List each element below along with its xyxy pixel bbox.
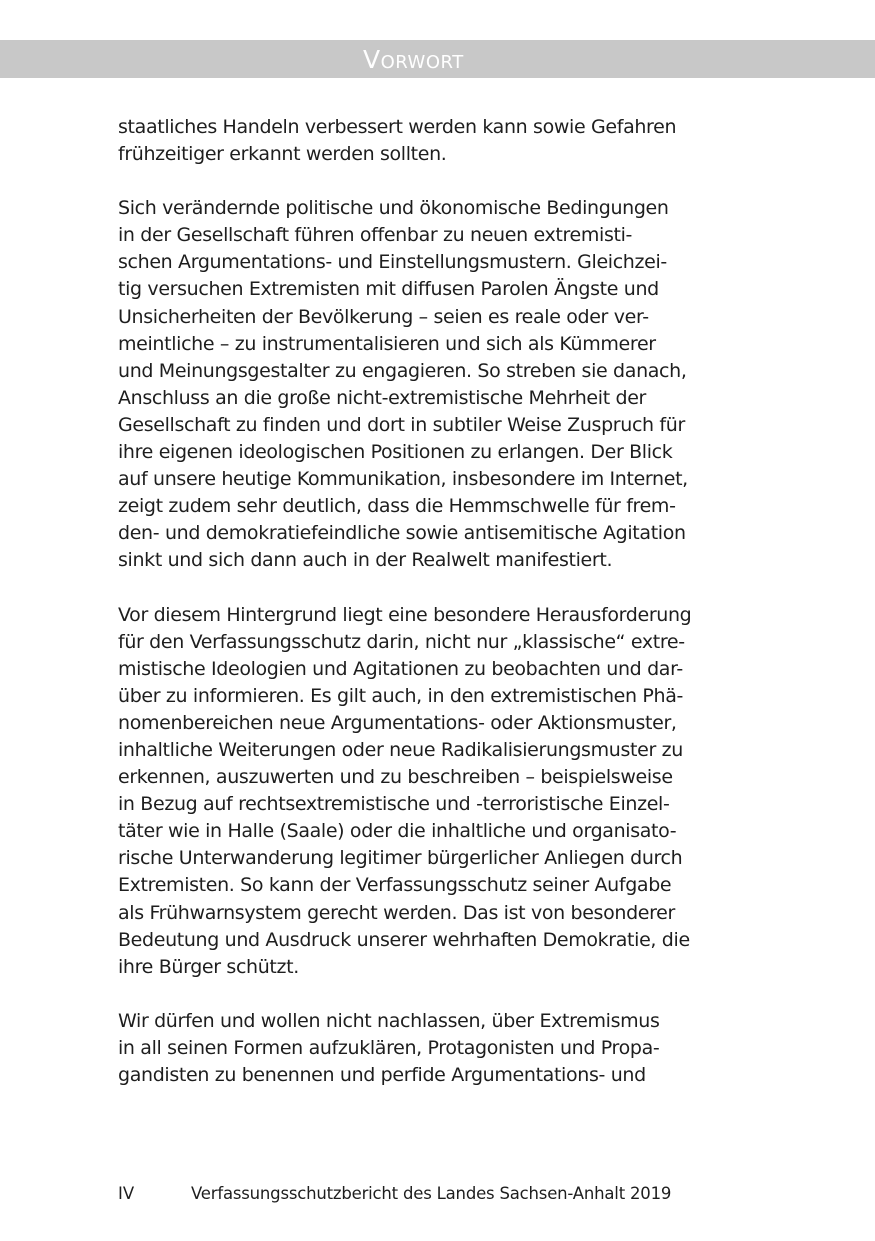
text-line: staatliches Handeln verbessert werden kann sowie Gefahren bbox=[118, 116, 677, 138]
text-line: Anschluss an die große nicht-extremistische Mehrheit der bbox=[118, 386, 646, 409]
text-line: gandisten zu benennen und perfide Argumentations- und bbox=[118, 1064, 646, 1086]
text-line: als Frühwarnsystem gerecht werden. Das ist von besonderer bbox=[118, 901, 675, 924]
paragraph bbox=[118, 602, 754, 981]
text-line: Sich verändernde politische und ökonomische Bedingungen bbox=[118, 197, 669, 220]
text-line: auf unsere heutige Kommunikation, insbesondere im Internet, bbox=[118, 468, 688, 491]
text-line: über zu informieren. Es gilt auch, in den extremistischen Phä- bbox=[118, 684, 683, 707]
text-line: nomenbereichen neue Argumentations- oder Aktionsmuster, bbox=[118, 711, 677, 734]
text-line: inhaltliche Weiterungen oder neue Radikalisierungsmuster zu bbox=[118, 738, 683, 761]
text-line: frühzeitiger erkannt werden sollten. bbox=[118, 143, 447, 166]
text-line: meintliche – zu instrumentalisieren und sich als Kümmerer bbox=[118, 332, 656, 355]
text-line: Unsicherheiten der Bevölkerung – seien es reale oder ver- bbox=[118, 305, 649, 328]
section-title: Vorwort bbox=[363, 45, 464, 74]
text-line: ihre eigenen ideologischen Positionen zu erlangen. Der Blick bbox=[118, 441, 673, 464]
text-line: in all seinen Formen aufzuklären, Protagonisten und Propa- bbox=[118, 1036, 660, 1059]
text-line: für den Verfassungsschutz darin, nicht nur „klassische“ extre- bbox=[118, 630, 685, 653]
text-line: schen Argumentations- und Einstellungsmustern. Gleichzei- bbox=[118, 251, 667, 274]
text-line: sinkt und sich dann auch in der Realwelt manifestiert. bbox=[118, 549, 613, 572]
text-line: zeigt zudem sehr deutlich, dass die Hemmschwelle für frem- bbox=[118, 495, 676, 518]
text-line: täter wie in Halle (Saale) oder die inhaltliche und organisato- bbox=[118, 820, 677, 843]
page-footer bbox=[0, 1180, 875, 1208]
text-line: Bedeutung und Ausdruck unserer wehrhaften Demokratie, die bbox=[118, 928, 690, 951]
text-line: in Bezug auf rechtsextremistische und -terroristische Einzel- bbox=[118, 793, 670, 816]
text-line: ihre Bürger schützt. bbox=[118, 955, 299, 978]
paragraph bbox=[118, 114, 754, 168]
paragraph bbox=[118, 195, 754, 574]
text-line: und Meinungsgestalter zu engagieren. So streben sie danach, bbox=[118, 359, 687, 382]
text-line: in der Gesellschaft führen offenbar zu neuen extremisti- bbox=[118, 224, 633, 247]
text-line: mistische Ideologien und Agitationen zu beobachten und dar- bbox=[118, 657, 683, 680]
text-line: Vor diesem Hintergrund liegt eine besondere Herausforderung bbox=[118, 603, 692, 626]
paragraph bbox=[118, 1008, 754, 1089]
text-line: den- und demokratiefeindliche sowie antisemitische Agitation bbox=[118, 522, 686, 545]
body-text bbox=[118, 114, 754, 1116]
publication-title: Verfassungsschutzbericht des Landes Sachsen-Anhalt 2019 bbox=[191, 1184, 672, 1203]
text-line: erkennen, auszuwerten und zu beschreiben – beispielsweise bbox=[118, 766, 673, 789]
text-line: tig versuchen Extremisten mit diffusen Parolen Ängste und bbox=[118, 278, 659, 301]
page-number: IV bbox=[118, 1184, 135, 1203]
text-line: Wir dürfen und wollen nicht nachlassen, über Extremismus bbox=[118, 1009, 660, 1032]
text-line: Gesellschaft zu finden und dort in subtiler Weise Zuspruch für bbox=[118, 413, 685, 436]
text-line: rische Unterwanderung legitimer bürgerlicher Anliegen durch bbox=[118, 847, 683, 870]
text-line: Extremisten. So kann der Verfassungsschutz seiner Aufgabe bbox=[118, 874, 672, 897]
